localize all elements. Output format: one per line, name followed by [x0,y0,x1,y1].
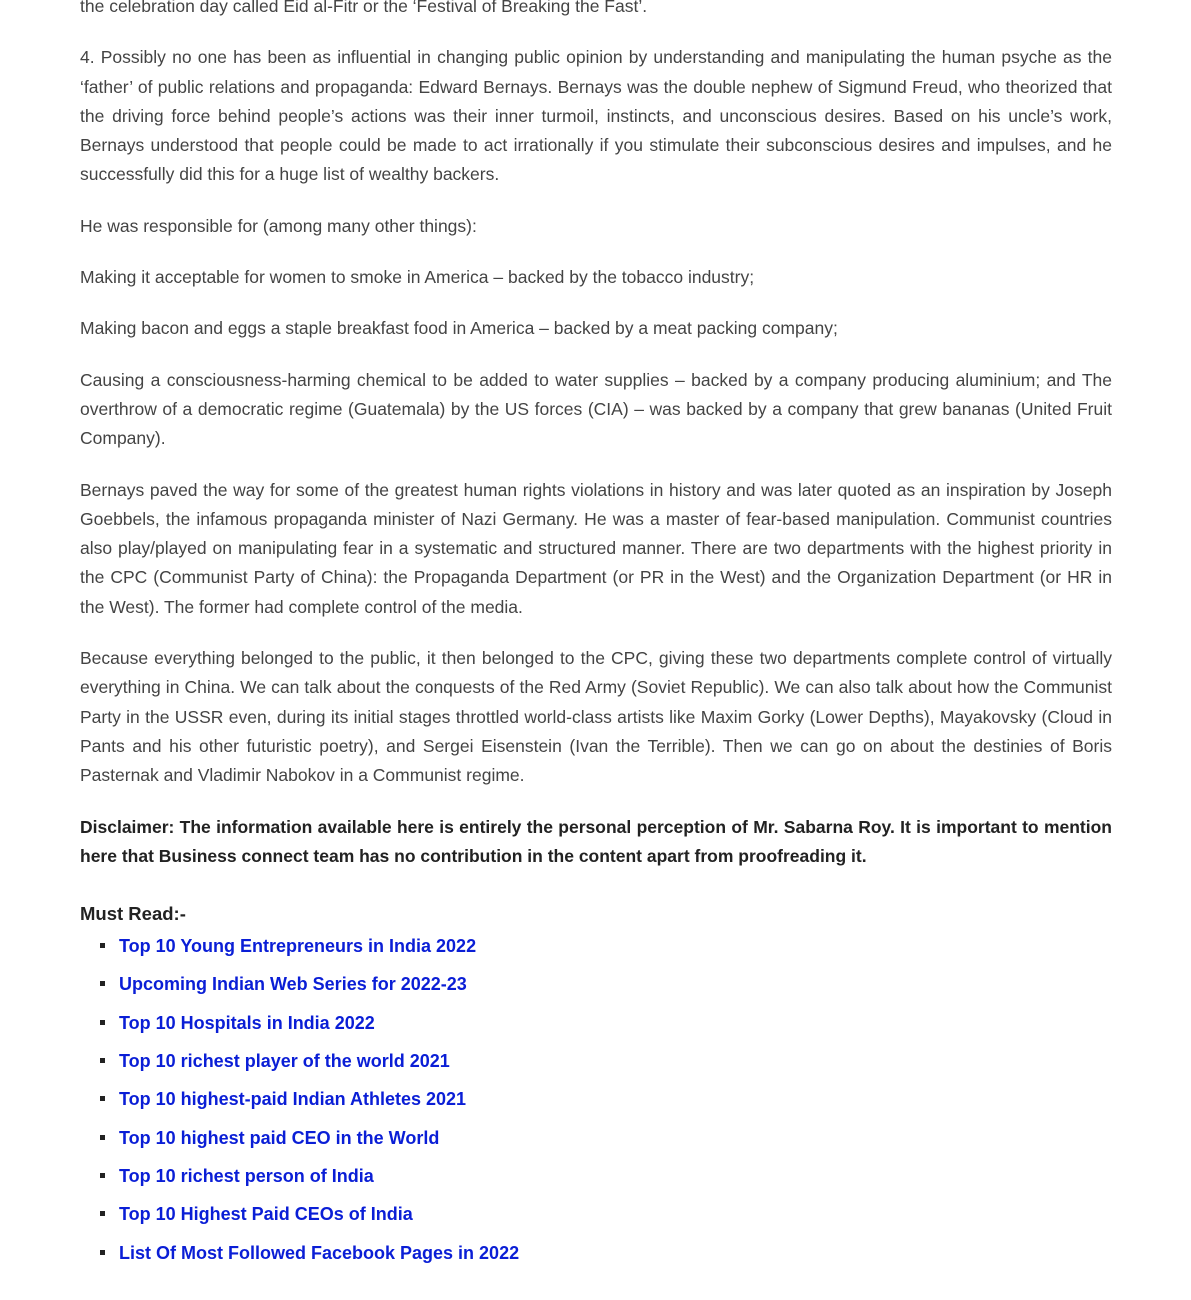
article-paragraph: Making bacon and eggs a staple breakfast food in America – backed by a meat packing company; [80,318,838,339]
list-item [100,1201,1112,1239]
article-paragraph: Making it acceptable for women to smoke in America – backed by the tobacco industry; [80,267,755,288]
must-read-link-ceo-world[interactable]: Top 10 highest paid CEO in the World [119,1127,440,1148]
article-paragraph: Bernays paved the way for some of the greatest human rights violations in history and was later quoted as an inspiration by Joseph Goebbels, the infamous propaganda minister of Nazi Germany. He was a master of fear-based manipulation. Communist countries also play/played on manipulating fear in a systematic and structured manner. There are two departments with the highest priority in the CPC (Communist Party of China): the Propaganda Department (or PR in the West) and the Organization Department (or HR in the West). The former had complete control of the media. [80,479,1112,617]
list-item [100,933,1112,971]
article-body [80,0,1112,1278]
square-bullet-icon [100,1250,105,1255]
list-item [100,1048,1112,1086]
article-paragraph: Because everything belonged to the public, it then belonged to the CPC, giving these two departments complete control of virtually everything in China. We can talk about the conquests of the Red Army (Soviet Republic). We can also talk about how the Communist Party in the USSR even, during its initial stages throttled world-class artists like Maxim Gorky (Lower Depths), Mayakovsky (Cloud in Pants and his other futuristic poetry), and Sergei Eisenstein (Ivan the Terrible). Then we can go on about the destinies of Boris Pasternak and Vladimir Nabokov in a Communist regime. [80,648,1112,786]
must-read-link-richest-player[interactable]: Top 10 richest player of the world 2021 [119,1051,450,1072]
square-bullet-icon [100,1020,105,1025]
article-paragraph: Causing a consciousness-harming chemical to be added to water supplies – backed by a company producing aluminium; and The overthrow of a democratic regime (Guatemala) by the US forces (CIA) – was backed by a company that grew bananas (United Fruit Company). [80,369,1112,449]
must-read-link-ceos-india[interactable]: Top 10 Highest Paid CEOs of India [119,1204,413,1225]
must-read-list [80,933,1112,1278]
square-bullet-icon [100,1173,105,1178]
square-bullet-icon [100,1058,105,1063]
square-bullet-icon [100,981,105,986]
must-read-section [80,901,1112,1278]
must-read-link-richest-person-india[interactable]: Top 10 richest person of India [119,1165,374,1186]
article-paragraph: He was responsible for (among many other things): [80,215,477,236]
list-item [100,1240,1112,1278]
disclaimer-text: Disclaimer: The information available here is entirely the personal perception of Mr. Sabarna Roy. It is important to mention here that Business connect team has no contribution in the content apart from proofreading it. [80,816,1112,866]
list-item [100,1125,1112,1163]
must-read-link-hospitals[interactable]: Top 10 Hospitals in India 2022 [119,1012,375,1033]
square-bullet-icon [100,1135,105,1140]
list-item [100,971,1112,1009]
must-read-link-web-series[interactable]: Upcoming Indian Web Series for 2022-23 [119,974,467,995]
must-read-link-young-entrepreneurs[interactable]: Top 10 Young Entrepreneurs in India 2022 [119,936,477,957]
article-paragraph: 4. Possibly no one has been as influential in changing public opinion by understanding and manipulating the human psyche as the ‘father’ of public relations and propaganda: Edward Bernays. Bernays was the double nephew of Sigmund Freud, who theorized that the driving force behind people’s actions was their inner turmoil, instincts, and unconscious desires. Based on his uncle’s work, Bernays understood that people could be made to act irrationally if you stimulate their subconscious desires and impulses, and he successfully did this for a huge list of wealthy backers. [80,47,1112,185]
must-read-link-indian-athletes[interactable]: Top 10 highest-paid Indian Athletes 2021 [119,1089,467,1110]
list-item [100,1010,1112,1048]
square-bullet-icon [100,1096,105,1101]
square-bullet-icon [100,1211,105,1216]
square-bullet-icon [100,943,105,948]
list-item [100,1086,1112,1124]
list-item [100,1163,1112,1201]
must-read-heading: Must Read:- [80,903,186,925]
article-paragraph: the celebration day called Eid al-Fitr or the ‘Festival of Breaking the Fast’. [80,0,648,16]
must-read-link-facebook-pages[interactable]: List Of Most Followed Facebook Pages in 2022 [119,1242,520,1263]
